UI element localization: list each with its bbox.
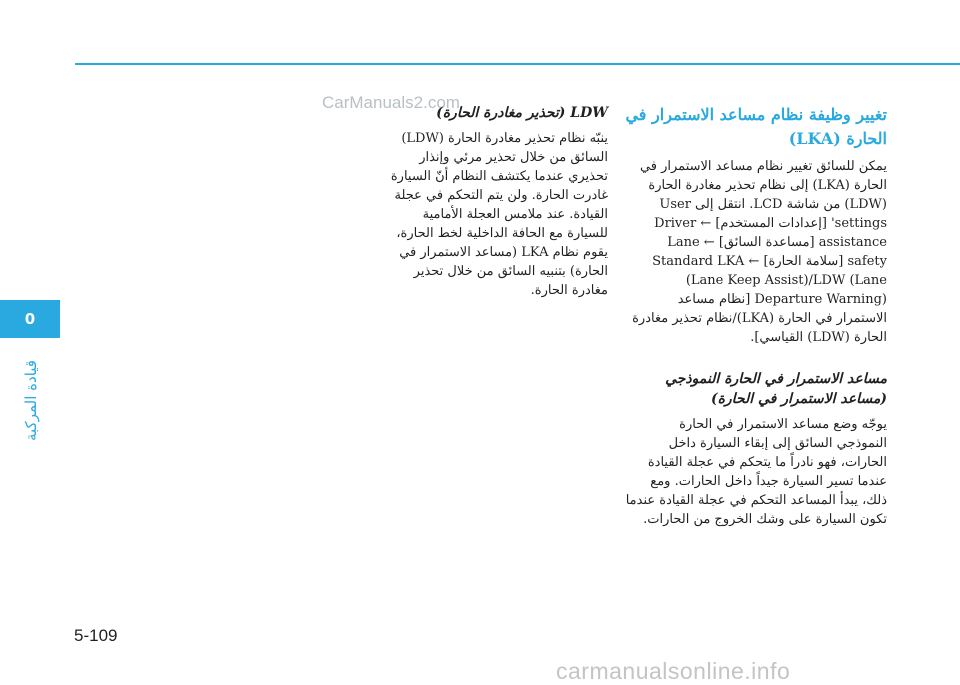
chapter-tab: 0 — [0, 300, 60, 338]
right-column — [625, 103, 887, 529]
section-heading-standard-lka: مساعد الاستمرار في الحارة النموذجي (مساعد الاستمرار في الحارة) — [665, 371, 887, 407]
left-column — [380, 103, 608, 300]
section-paragraph-ldw: ينبّه نظام تحذير مغادرة الحارة (LDW) السائق من خلال تحذير مرئي وإنذار تحذيري عندما يكتشف النظام أنّ السيارة غادرت الحارة. ولن يتم التحكم في عجلة القيادة. عند ملامس العجلة الأمامية للسيارة مع الحافة الداخلية لخط الحارة، يقوم نظام LKA (مساعد الاستمرار في الحارة) بتنبيه السائق من خلال تحذير مغادرة الحارة. — [390, 131, 608, 298]
section-paragraph-lka-change: يمكن للسائق تغيير نظام مساعد الاستمرار في الحارة (LKA) إلى نظام تحذير مغادرة الحارة (LDW) من شاشة LCD. انتقل إلى User settings' [إعدادات المستخدم] ← Driver assistance [مساعدة السائق] ← Lane safety [سلامة الحارة] ← Standard LKA (Lane Keep Assist)/LDW (Lane Departure Warning) [نظام مساعد الاستمرار في الحارة (LKA)/نظام تحذير مغادرة الحارة (LDW) القياسي]. — [632, 159, 887, 345]
section-paragraph-standard-lka: يوجّه وضع مساعد الاستمرار في الحارة النموذجي السائق إلى إبقاء السيارة داخل الحارات، فهو نادراً ما يتحكم في عجلة القيادة عندما تسير السيارة جيداً داخل الحارات. ومع ذلك، يبدأ المساعد التحكم في عجلة القيادة عندما تكون السيارة على وشك الخروج من الحارات. — [625, 417, 887, 527]
watermark-bottom: carmanualsonline.info — [556, 658, 791, 684]
chapter-title: قيادة المركبة — [22, 360, 40, 442]
page-number: 5-109 — [74, 626, 118, 645]
top-rule — [75, 63, 960, 65]
section-heading-ldw: LDW (تحذير مغادرة الحارة) — [436, 105, 608, 121]
watermark-top: CarManuals2.com — [322, 93, 460, 112]
section-heading-lka-change: تغيير وظيفة نظام مساعد الاستمرار في الحارة (LKA) — [625, 105, 887, 148]
